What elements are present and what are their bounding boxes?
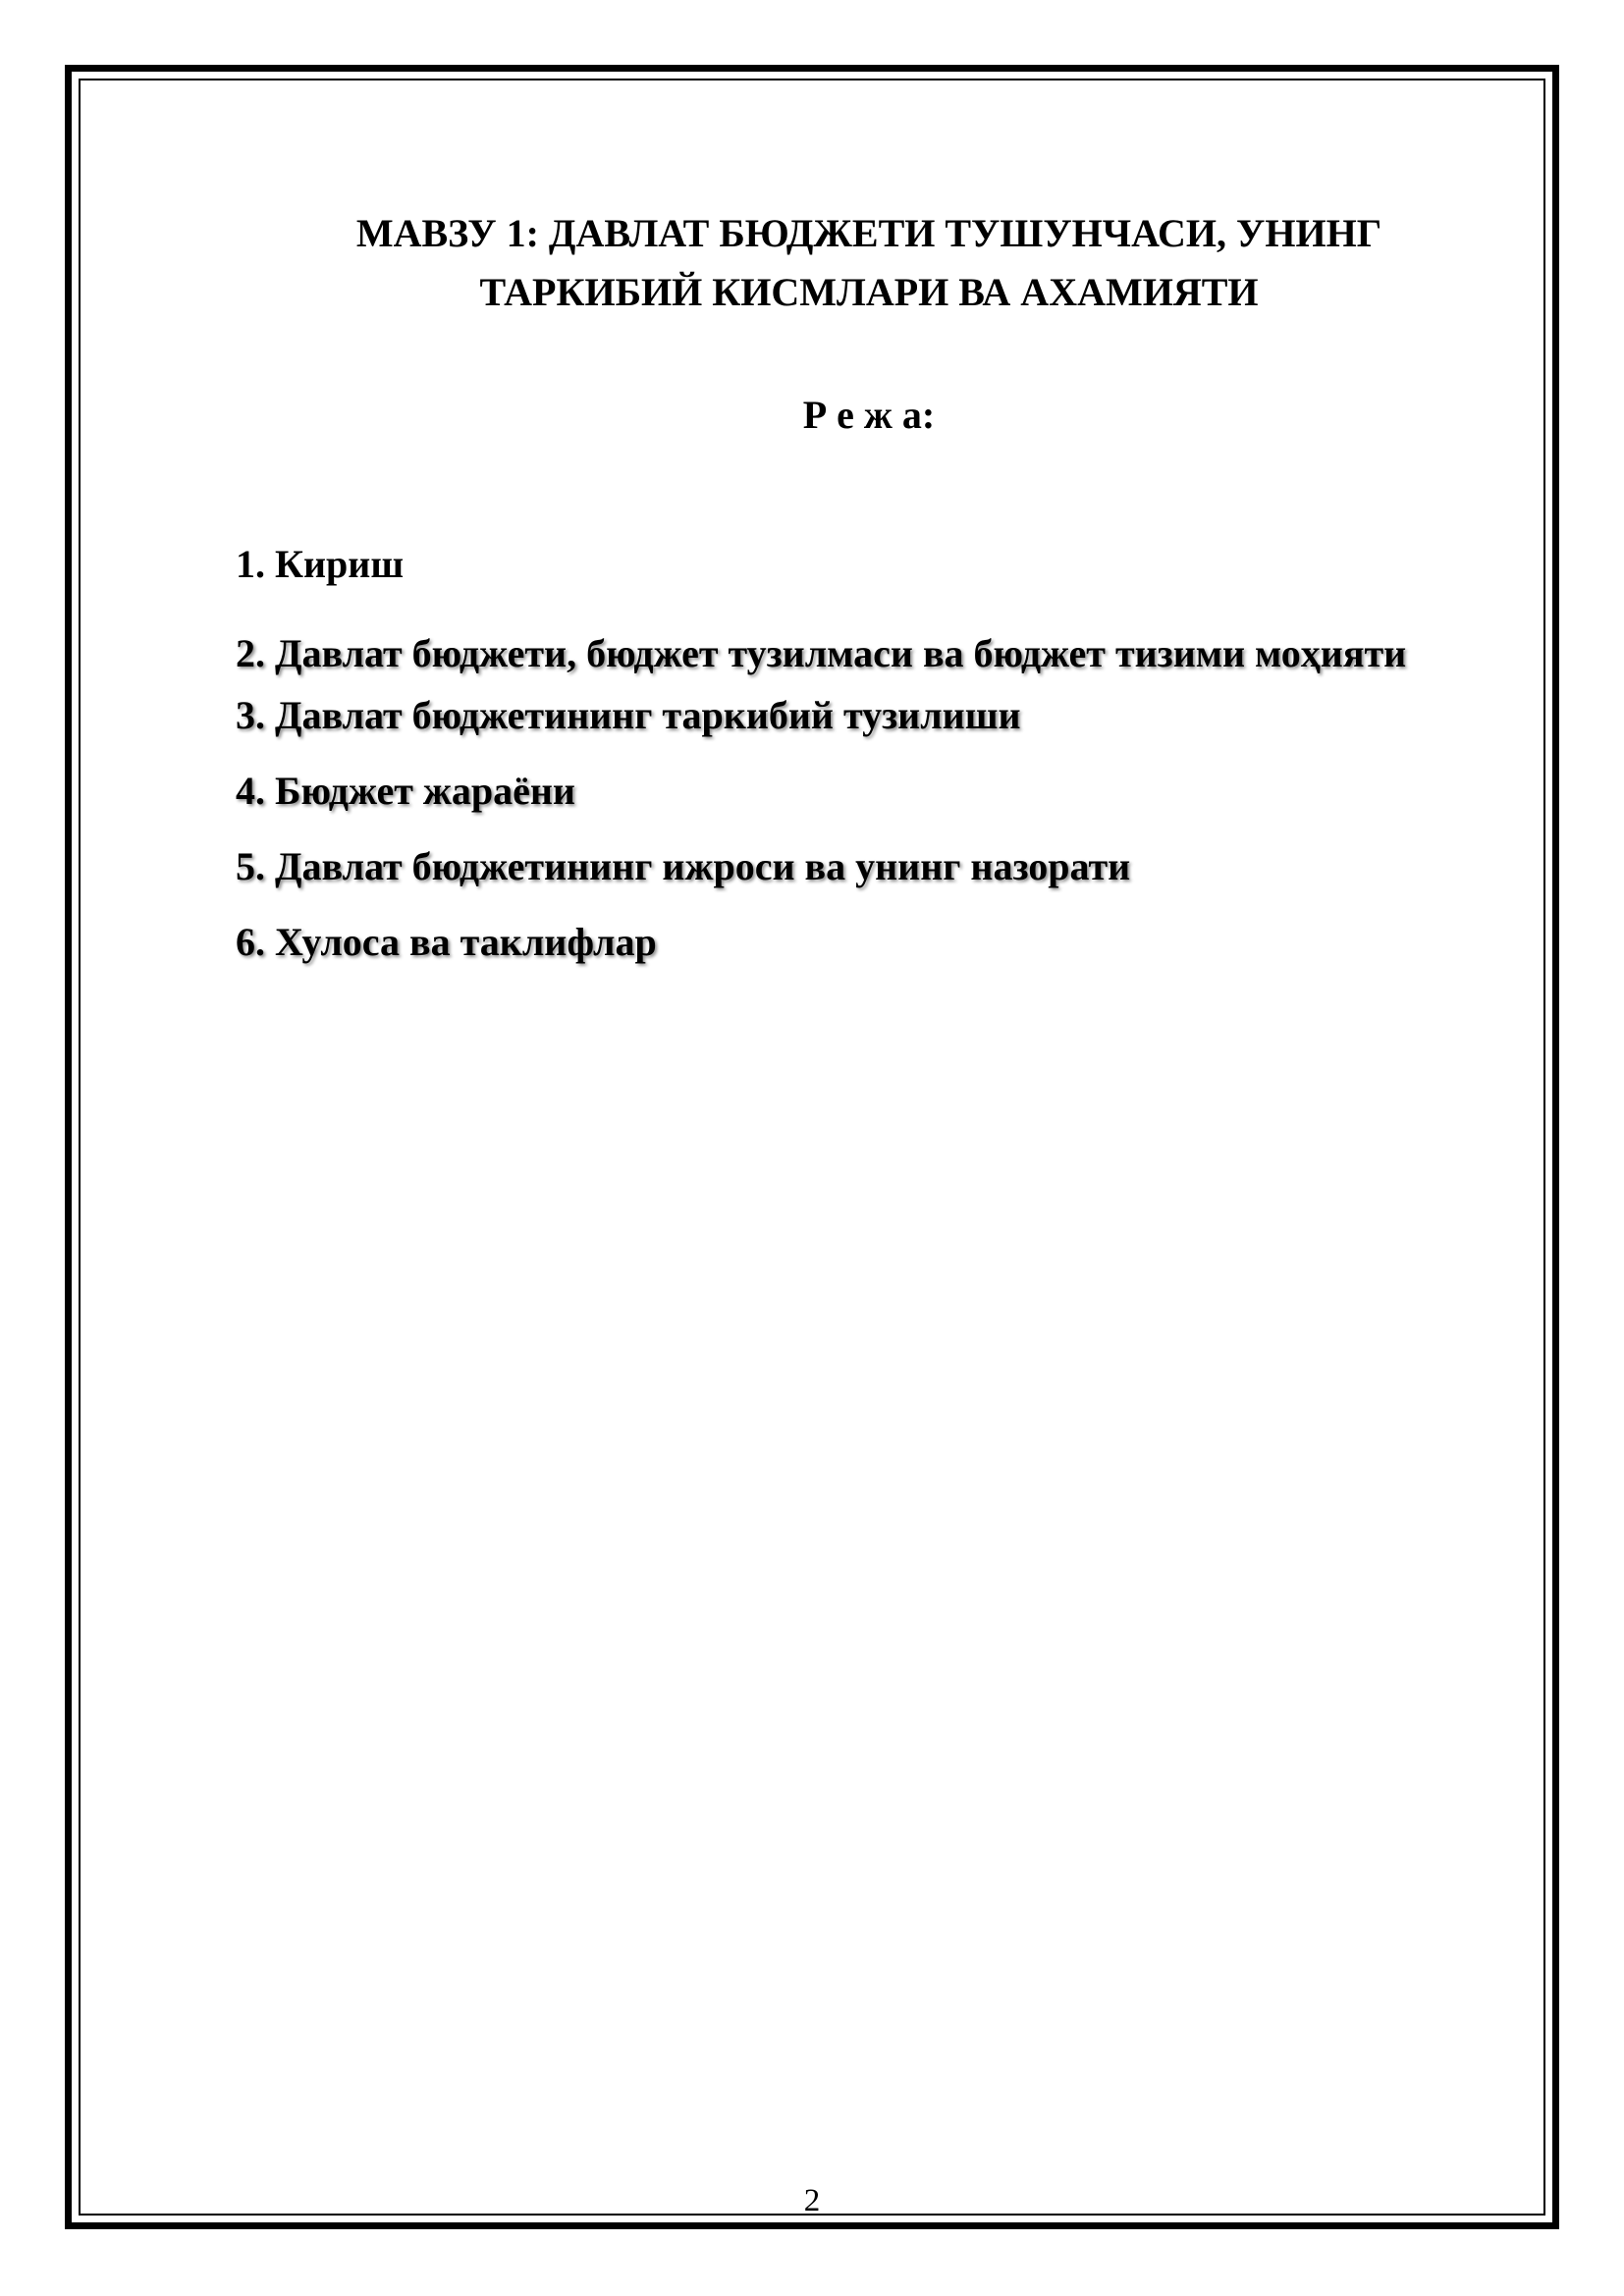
plan-heading: Р е ж а: (802, 393, 936, 437)
plan-item-6: 6. Хулоса ва таклифлар (236, 920, 657, 964)
plan-item-1: 1. Кириш (236, 542, 405, 586)
plan-item-2: 2. Давлат бюджети, бюджет тузилмаси ва бюджет тизими моҳияти (236, 631, 1407, 675)
document-title (236, 204, 1502, 322)
plan-item-5: 5. Давлат бюджетининг ижроси ва унинг назорати (236, 844, 1131, 888)
page-number: 2 (803, 2183, 821, 2218)
plan-list (236, 540, 1512, 993)
title-line-2: ТАРКИБИЙ КИСМЛАРИ ВА АХАМИЯТИ (479, 270, 1259, 314)
plan-item-4: 4. Бюджет жараёни (236, 769, 575, 813)
plan-item-3: 3. Давлат бюджетининг таркибий тузилиши (236, 693, 1021, 737)
title-line-1: МАВЗУ 1: ДАВЛАТ БЮДЖЕТИ ТУШУНЧАСИ, УНИНГ (355, 211, 1382, 255)
